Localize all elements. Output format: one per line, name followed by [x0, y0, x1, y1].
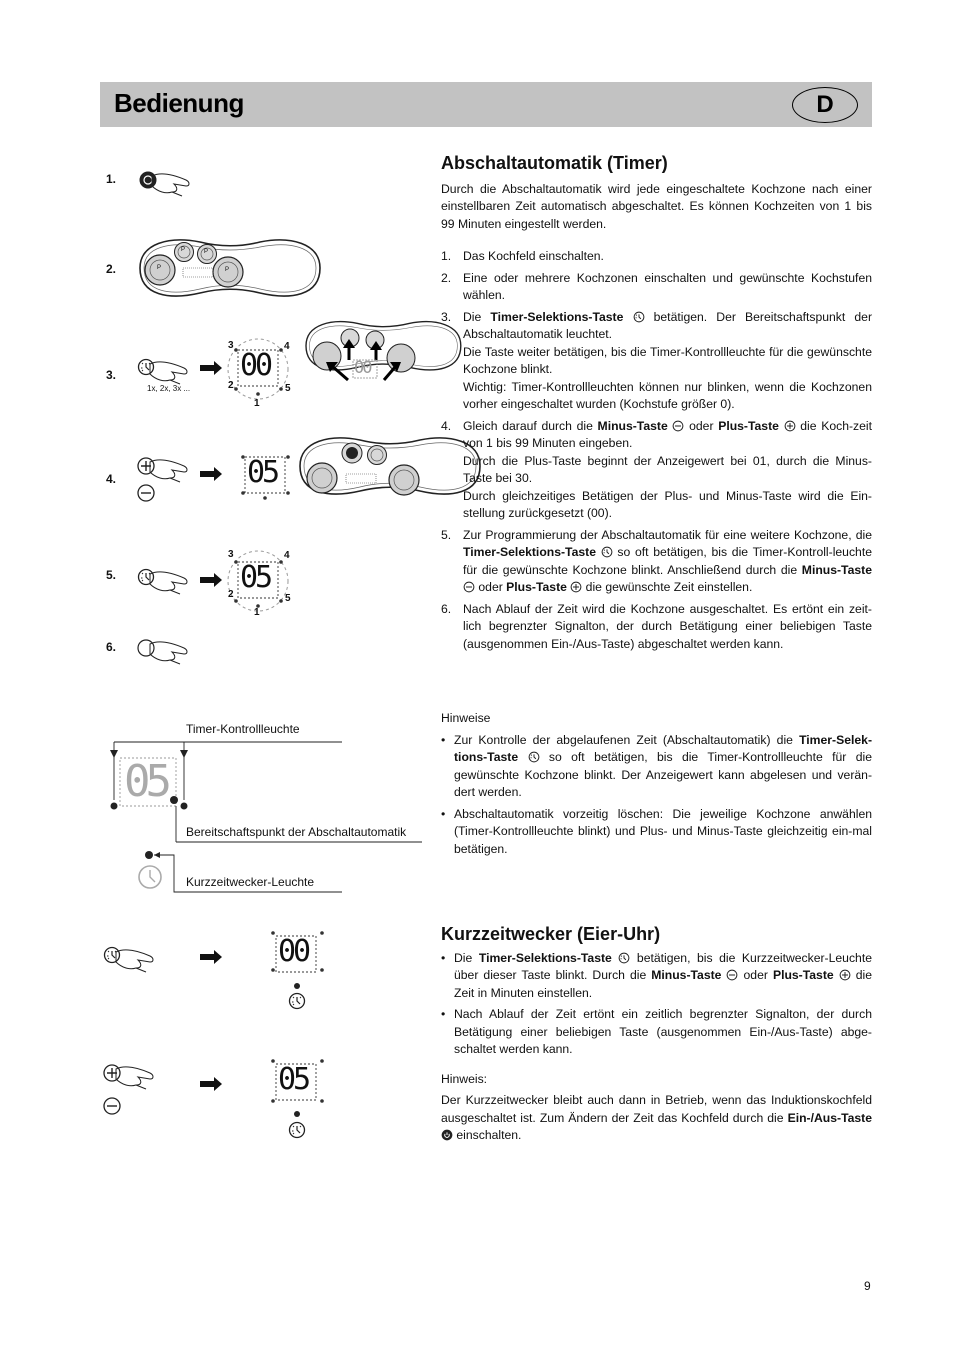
display-readout: 00	[240, 348, 271, 383]
step-label: 6.	[106, 640, 117, 654]
text-run: so oft betätigen, bis die Timer-Kontrollleuchte für die gewünschte Kochzone blinkt. Der Anzeigewert kann abgelesen und verän-dert werden.	[454, 750, 872, 799]
text-run: Der Kurzzeitwecker bleibt auch dann in Betrieb, wenn das Induktionskochfeld ausgeschaltet ist. Zum Ändern der Zeit das Kochfeld durch die	[441, 1093, 872, 1125]
timer-section	[441, 155, 872, 657]
step-label: 1.	[106, 172, 117, 186]
timer-step	[441, 270, 872, 305]
text-run: oder	[738, 968, 773, 982]
text-run: Die	[463, 309, 491, 324]
power-icon	[441, 1129, 453, 1141]
eggtimer-display-readout: 00	[278, 934, 309, 969]
step-number: 5.	[441, 527, 452, 542]
bullet-marker: •	[441, 1007, 446, 1021]
timer-section-title: Abschaltautomatik (Timer)	[441, 153, 668, 173]
step-paragraph	[463, 270, 872, 305]
text-run: Eine oder mehrere Kochzonen einschalten und gewünschte Kochstufen wählen.	[463, 270, 872, 302]
timer-step	[441, 418, 872, 523]
zone-number: 3	[228, 340, 234, 351]
bold-term: Ein-/Aus-Taste	[787, 1110, 872, 1125]
text-run: Wichtig: Timer-Kontrollleuchten können nur blinken, wenn die Kochzonen vorher eingeschaltet wurden (Kochstufe größer 0).	[463, 379, 872, 411]
text-run: die Koch-zeit von 1 bis 99 Minuten eingeben.	[463, 418, 873, 450]
section-title: Bedienung	[114, 88, 244, 118]
timer-step	[441, 248, 872, 266]
bold-term: Plus-Taste	[772, 968, 834, 982]
text-run: betätigen, bis die Kurzzeitwecker-Leuchte über dieser Taste blinkt. Durch die	[454, 950, 872, 982]
step1-illustration	[140, 172, 189, 196]
zone-key-letter: P	[204, 249, 209, 255]
label-timer-lamp: Timer-Kontrollleuchte	[186, 722, 300, 736]
text-run: oder	[684, 418, 719, 433]
step-paragraph	[463, 248, 872, 266]
bold-term: Minus-Taste	[651, 968, 722, 982]
bullet-marker: •	[441, 806, 446, 821]
eieruhr-hinweis-title: Hinweis:	[441, 1071, 488, 1086]
step-number: 3.	[441, 309, 452, 324]
clock-icon	[633, 311, 645, 323]
bullet-item	[441, 806, 872, 859]
bullet-marker: •	[441, 732, 446, 747]
step-number: 4.	[441, 418, 452, 433]
hinweise-title: Hinweise	[441, 711, 491, 725]
hinweise-section	[441, 710, 872, 862]
zone-key-letter: P	[157, 265, 162, 271]
step-paragraph	[463, 601, 872, 654]
step6-illustration	[138, 640, 187, 664]
minus-icon	[726, 969, 738, 981]
zone-key-letter: P	[181, 247, 186, 253]
plus-icon	[784, 420, 796, 432]
step-paragraph	[463, 418, 872, 453]
step-number: 1.	[441, 249, 452, 263]
step4-illustration	[138, 438, 480, 501]
bold-term: Timer-Selektions-Taste	[490, 309, 624, 324]
text-run: Durch die Plus-Taste beginnt der Anzeigewert bei 01, durch die Minus-Taste bei 30.	[463, 453, 872, 485]
step-label: 5.	[106, 568, 117, 582]
step-paragraph	[463, 344, 872, 379]
clock-icon	[618, 952, 630, 964]
hinweise-list	[441, 732, 872, 859]
text-run: Das Kochfeld einschalten.	[463, 249, 604, 263]
zone-number: 4	[284, 550, 290, 561]
timer-step	[441, 601, 872, 654]
eieruhr-title: Kurzzeitwecker (Eier-Uhr)	[441, 924, 661, 944]
label-egg-timer-lamp: Kurzzeitwecker-Leuchte	[186, 875, 315, 889]
zone-number: 1	[254, 607, 260, 618]
eieruhr-hinweis-text	[441, 1092, 872, 1145]
bullet-marker: •	[441, 950, 446, 965]
text-run: einschalten.	[453, 1128, 522, 1142]
text-run: Gleich darauf durch die	[463, 418, 598, 433]
step-label: 2.	[106, 262, 117, 276]
step-number: 2.	[441, 270, 452, 285]
page-number: 9	[864, 1279, 871, 1293]
zone-number: 3	[228, 549, 234, 560]
hob-display-readout: 00	[354, 358, 371, 378]
step-number: 6.	[441, 601, 452, 616]
bullet-item	[441, 950, 872, 1003]
step-paragraph	[463, 453, 872, 488]
text-run: betätigen. Der Bereitschaftspunkt der Abschaltautomatik leuchtet.	[463, 309, 873, 341]
text-run: Die Taste weiter betätigen, bis die Timer-Kontrollleuchte für die gewünschte Kochzone blinkt.	[463, 344, 872, 376]
clock-icon	[528, 751, 540, 763]
zone-number: 1	[254, 398, 260, 409]
timer-step	[441, 309, 872, 414]
zone-number: 4	[284, 341, 290, 352]
minus-icon	[463, 581, 475, 593]
bullet-item	[441, 1006, 872, 1059]
bold-term: Minus-Taste	[801, 562, 872, 577]
text-run: die gewünschte Zeit einstellen.	[582, 580, 753, 594]
bold-term: Timer-Selek-tions-Taste	[454, 732, 872, 764]
zone-number: 5	[285, 593, 291, 604]
press-count-label: 1x, 2x, 3x ...	[147, 384, 191, 393]
step-paragraph	[463, 527, 872, 597]
text-run: Zur Programmierung der Abschaltautomatik für eine weitere Kochzone, die	[463, 527, 872, 542]
plus-icon	[839, 969, 851, 981]
zone-key-letter: P	[225, 267, 230, 273]
step-label: 4.	[106, 472, 117, 486]
zone-number: 2	[228, 589, 234, 600]
text-run: Nach Ablauf der Zeit ertönt ein zeitlich begrenzter Signalton, der durch Betätigung einer beliebigen Taste (ausgenommen Ein-/Aus-Taste) abge-schaltet werden kann.	[454, 1007, 872, 1056]
text-run: Abschaltautomatik vorzeitig löschen: Die jeweilige Kochzone anwählen (Timer-Kontrollleuchte blinkt) und Plus- und Minus-Taste gleichzeitig ein-mal betätigen.	[454, 806, 872, 856]
display-readout: 05	[247, 455, 278, 490]
step-paragraph	[463, 309, 872, 344]
timer-intro: Durch die Abschaltautomatik wird jede eingeschaltete Kochzone nach einer einstellbaren Zeit automatisch abgeschaltet. Es können Kochzeiten von 1 bis 99 Minuten eingestellt werden.	[441, 181, 872, 231]
bold-term: Timer-Selektions-Taste	[478, 950, 612, 965]
text-run: Die	[454, 950, 479, 965]
step2-hob-illustration	[140, 240, 320, 296]
bold-term: Timer-Selektions-Taste	[463, 545, 596, 559]
zone-number: 2	[228, 380, 234, 391]
label-ready-dot: Bereitschaftspunkt der Abschaltautomatik	[186, 825, 407, 839]
timer-step	[441, 527, 872, 597]
text-run: so oft betätigen, bis die Timer-Kontroll-leuchte für die gewünschte Kochzone blinkt. Anschließend durch die	[463, 545, 872, 577]
text-run: Zur Kontrolle der abgelaufenen Zeit (Abschaltautomatik) die	[454, 732, 800, 747]
bullet-item	[441, 732, 872, 802]
text-run: die Zeit in Minuten einstellen.	[454, 968, 872, 1000]
step-paragraph	[463, 379, 872, 414]
bold-term: Minus-Taste	[597, 418, 668, 433]
text-run: Durch gleichzeitiges Betätigen der Plus- und Minus-Taste wird die Ein-stellung zurückgesetzt (00).	[463, 488, 872, 520]
legend-display-readout: 05	[124, 756, 167, 807]
zone-number: 5	[285, 383, 291, 394]
eieruhr-section	[441, 926, 872, 1145]
text-run: oder	[475, 580, 507, 594]
bold-term: Plus-Taste	[718, 418, 779, 433]
minus-icon	[672, 420, 684, 432]
timer-steps-list	[441, 248, 872, 653]
plus-icon	[570, 581, 582, 593]
clock-icon	[601, 546, 613, 558]
bold-term: Plus-Taste	[506, 580, 567, 594]
step-paragraph	[463, 488, 872, 523]
eieruhr-list	[441, 950, 872, 1059]
language-badge: D	[792, 87, 858, 123]
step-label: 3.	[106, 368, 117, 382]
eggtimer-display-readout: 05	[278, 1062, 309, 1097]
display-readout: 05	[240, 560, 271, 595]
text-run: Nach Ablauf der Zeit wird die Kochzone ausgeschaltet. Es ertönt ein zeit-lich begrenzter Signalton, der durch Betätigung einer beliebigen Taste (ausgenommen Ein-/Aus-Taste) abgeschaltet werden kann.	[463, 601, 872, 651]
